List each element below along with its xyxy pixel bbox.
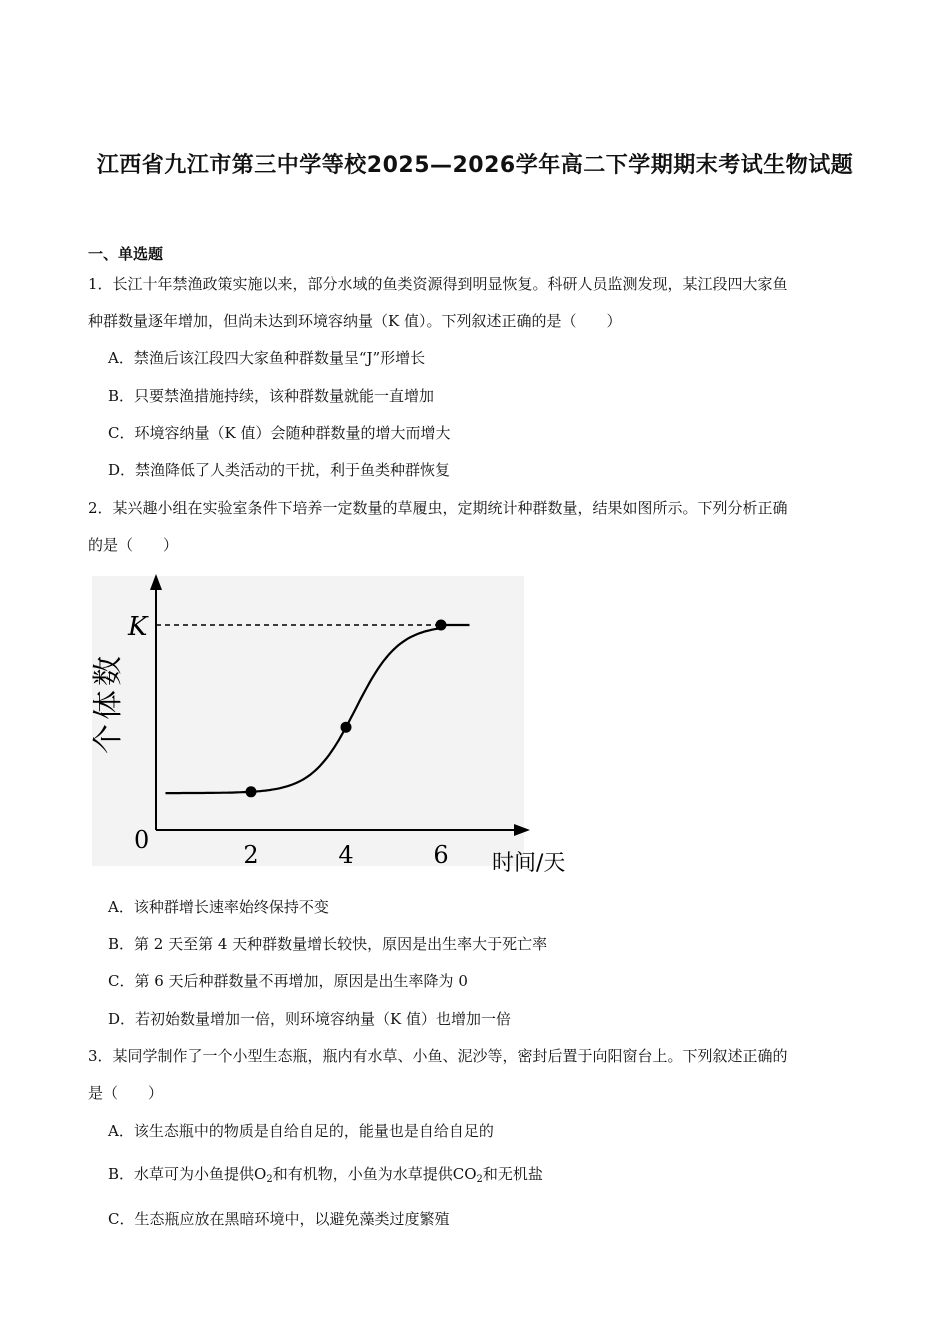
x-axis-label: 时间/天	[492, 851, 566, 876]
q2-option-c[interactable]: C．第 6 天后种群数量不再增加，原因是出生率降为 0	[108, 972, 468, 990]
data-point-day-6	[436, 620, 447, 631]
q3-option-b-part1: B．水草可为小鱼提供	[108, 1165, 255, 1183]
q3-stem-line1: 3．某同学制作了一个小型生态瓶，瓶内有水草、小鱼、泥沙等，密封后置于向阳窗台上。下列叙述正确的	[88, 1047, 788, 1065]
q1-option-b[interactable]: B．只要禁渔措施持续，该种群数量就能一直增加	[108, 387, 435, 405]
x-tick-6: 6	[433, 841, 449, 869]
q3-option-b-part3: 和无机盐	[482, 1165, 543, 1183]
population-growth-chart	[88, 568, 588, 878]
y-axis-label: 个体数	[91, 652, 126, 754]
origin-label: 0	[134, 826, 150, 854]
q1-stem-line2: 种群数量逐年增加，但尚未达到环境容纳量（K 值）。下列叙述正确的是（ ）	[88, 312, 622, 330]
q3-option-c[interactable]: C．生态瓶应放在黑暗环境中，以避免藻类过度繁殖	[108, 1210, 450, 1228]
q1-option-a[interactable]: A．禁渔后该江段四大家鱼种群数量呈“J”形增长	[108, 349, 426, 367]
data-point-day-4	[341, 722, 352, 733]
x-tick-4: 4	[338, 841, 354, 869]
section-heading: 一、单选题	[88, 245, 164, 263]
q3-option-b-part2: 和有机物，小鱼为水草提供	[272, 1165, 453, 1183]
q1-stem-line1: 1．长江十年禁渔政策实施以来，部分水域的鱼类资源得到明显恢复。科研人员监测发现，某江段四大家鱼	[88, 275, 788, 293]
exam-title: 江西省九江市第三中学等校2025—2026学年高二下学期期末考试生物试题	[96, 153, 854, 178]
q2-option-d[interactable]: D．若初始数量增加一倍，则环境容纳量（K 值）也增加一倍	[108, 1010, 512, 1028]
q2-option-a[interactable]: A．该种群增长速率始终保持不变	[108, 898, 329, 916]
o2-formula: $O_2$	[254, 1165, 273, 1185]
q2-stem-line1: 2．某兴趣小组在实验室条件下培养一定数量的草履虫，定期统计种群数量，结果如图所示。下列分析正确	[88, 499, 788, 517]
k-label: K	[128, 612, 148, 642]
q3-option-b[interactable]	[108, 1163, 543, 1185]
q2-option-b[interactable]: B．第 2 天至第 4 天种群数量增长较快，原因是出生率大于死亡率	[108, 935, 548, 953]
x-tick-2: 2	[243, 841, 259, 869]
q3-stem-line2: 是（ ）	[88, 1084, 164, 1102]
data-point-day-2	[246, 786, 257, 797]
q2-stem-line2: 的是（ ）	[88, 536, 179, 554]
q1-option-c[interactable]: C．环境容纳量（K 值）会随种群数量的增大而增大	[108, 424, 451, 442]
q3-option-a[interactable]: A．该生态瓶中的物质是自给自足的，能量也是自给自足的	[108, 1122, 494, 1140]
co2-formula: $CO_2$	[452, 1165, 483, 1185]
q1-option-d[interactable]: D．禁渔降低了人类活动的干扰，利于鱼类种群恢复	[108, 461, 451, 479]
